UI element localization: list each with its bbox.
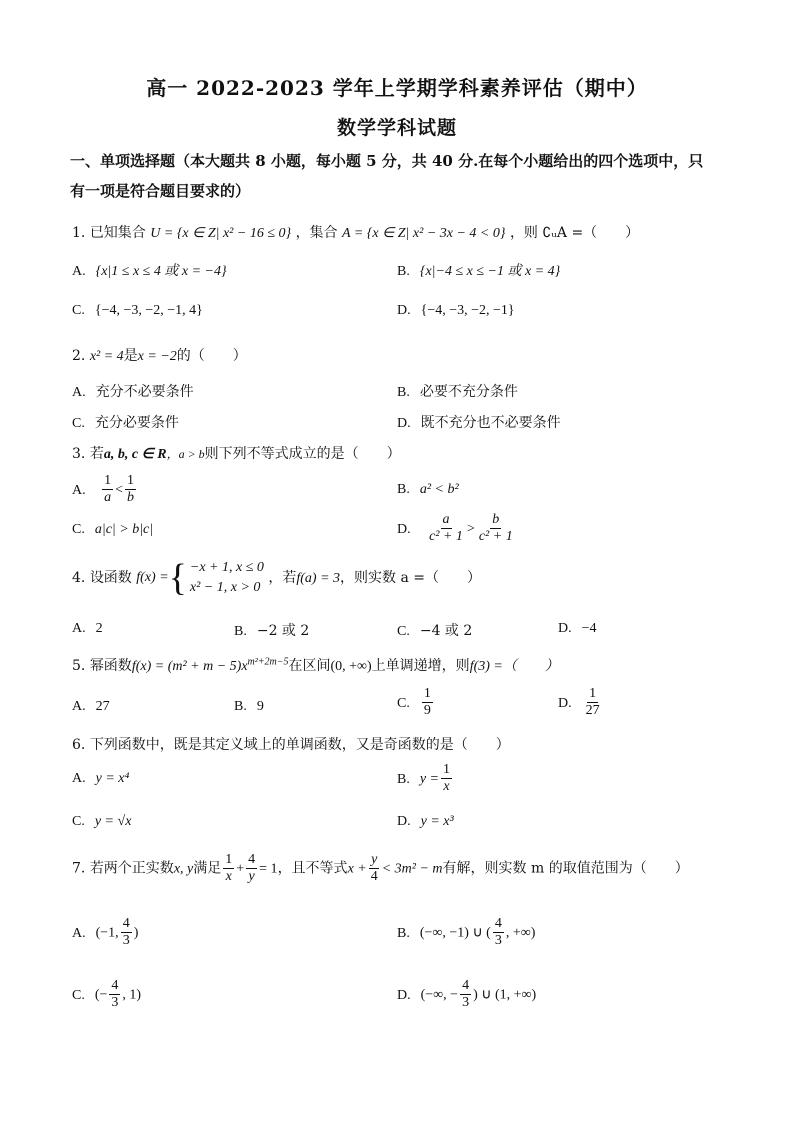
stem-text: ，集合	[295, 225, 338, 241]
case-2: x² − 1, x > 0	[189, 580, 261, 595]
stem-math: f(3) =（ ）	[469, 659, 559, 674]
denominator: 3	[122, 933, 130, 948]
numerator: 1	[423, 686, 431, 701]
option-label: C.	[397, 695, 410, 711]
option-label: A.	[72, 771, 86, 786]
stem-text: ，且不等式	[277, 860, 348, 877]
question-6-option-c[interactable]	[72, 813, 131, 830]
fraction	[102, 473, 113, 506]
stem-math: (0, +∞)	[330, 659, 372, 674]
option-text: (−∞, −1) ∪ (	[419, 925, 491, 941]
stem-text: ，若	[268, 570, 297, 586]
stem-math: f(x) = (m² + m − 5)x	[131, 659, 248, 674]
left-brace: {	[168, 557, 187, 599]
question-5-option-a[interactable]	[72, 698, 110, 715]
numerator: b	[492, 512, 500, 527]
question-2-option-b[interactable]	[397, 381, 518, 401]
option-text: 9	[256, 699, 264, 714]
option-text: {−4, −3, −2, −1, 4}	[94, 303, 203, 318]
section-heading-line-2: 有一项是符合题目要求的）	[70, 182, 251, 200]
option-text: −2 或 2	[256, 623, 310, 639]
option-label: C.	[72, 416, 85, 431]
piecewise-function	[136, 558, 264, 598]
option-label: A.	[72, 385, 86, 400]
numerator: 4	[111, 978, 119, 993]
option-label: B.	[397, 482, 410, 497]
option-label: B.	[397, 264, 410, 279]
option-text: ) ∪ (1, +∞)	[473, 987, 537, 1003]
fraction	[369, 852, 380, 885]
set-u: U = {x ∈ Z| x² − 16 ≤ 0}	[150, 226, 292, 241]
question-3-option-c[interactable]	[72, 521, 153, 538]
exam-title: 高一 2022-2023 学年上学期学科素养评估（期中）	[146, 76, 648, 100]
stem-text: 设函数	[89, 570, 132, 586]
option-text: , 1)	[122, 987, 142, 1003]
option-text: , +∞)	[505, 925, 536, 941]
case-1: −x + 1, x ≤ 0	[189, 560, 264, 575]
stem-text: 幂函数	[89, 658, 132, 674]
denominator: b	[126, 490, 134, 505]
question-4-option-b[interactable]	[234, 620, 309, 640]
set-a: A = {x ∈ Z| x² − 3x − 4 < 0}	[342, 226, 506, 241]
option-label: B.	[397, 925, 410, 941]
question-7-option-b[interactable]	[397, 916, 535, 949]
option-text: 既不充分也不必要条件	[420, 415, 561, 431]
numerator: 1	[126, 473, 134, 488]
denominator: c² + 1	[429, 529, 463, 544]
question-3-stem	[72, 443, 401, 463]
numerator: 4	[494, 916, 502, 931]
numerator: 1	[225, 852, 233, 867]
question-6-stem	[72, 734, 510, 754]
stem-text: 的（ ）	[176, 348, 247, 364]
stem-text: 若两个正实数	[89, 860, 174, 877]
option-text: 2	[95, 621, 103, 636]
option-text: {x|−4 ≤ x ≤ −1 或 x = 4}	[419, 264, 561, 279]
operator: <	[115, 482, 123, 498]
question-6-option-a[interactable]	[72, 770, 129, 787]
option-label: C.	[72, 814, 85, 829]
question-4-stem	[72, 558, 481, 598]
option-text: (−	[94, 987, 108, 1003]
option-label: D.	[397, 416, 411, 431]
section-heading-line-1: 一、单项选择题（本大题共 8 小题，每小题 5 分，共 40 分.在每个小题给出的四个选项中，只	[70, 152, 704, 170]
option-label: C.	[72, 303, 85, 318]
question-number: 2.	[72, 348, 86, 364]
option-text: y = √x	[94, 814, 132, 829]
option-text: a|c| > b|c|	[94, 522, 154, 537]
fraction	[246, 852, 257, 885]
numerator: 1	[104, 473, 112, 488]
question-5-option-c[interactable]	[397, 686, 435, 719]
function-name: f(x) =	[136, 570, 169, 585]
option-label: A.	[72, 699, 86, 714]
stem-math: ，a > b	[166, 447, 205, 461]
question-1-option-c[interactable]	[72, 302, 203, 319]
question-2-stem	[72, 345, 247, 365]
question-number: 6.	[72, 737, 86, 753]
denominator: x	[225, 869, 232, 884]
fraction	[427, 512, 465, 545]
option-label: A.	[72, 621, 86, 636]
option-text: 27	[95, 699, 110, 714]
fraction	[584, 686, 602, 719]
option-label: B.	[397, 385, 410, 400]
numerator: 4	[248, 852, 256, 867]
question-3-option-d[interactable]	[397, 512, 517, 545]
exponent: m²+2m−5	[247, 656, 289, 668]
option-label: A.	[72, 264, 86, 279]
stem-text: 上单调递增，则	[371, 658, 470, 674]
stem-math: f(a) = 3	[296, 571, 341, 586]
option-label: D.	[397, 521, 411, 537]
fraction	[477, 512, 515, 545]
option-text: 必要不充分条件	[419, 384, 518, 400]
question-2-option-a[interactable]	[72, 381, 194, 401]
numerator: 4	[462, 978, 470, 993]
stem-text: 在区间	[288, 658, 331, 674]
fraction	[493, 916, 504, 949]
cases	[190, 558, 264, 598]
stem-math: x = −2	[137, 349, 177, 364]
denominator: a	[104, 490, 112, 505]
numerator: y	[371, 852, 378, 867]
option-text: y = x⁴	[95, 771, 130, 786]
question-5-option-d[interactable]	[558, 686, 604, 719]
numerator: 4	[122, 916, 130, 931]
numerator: a	[442, 512, 450, 527]
question-1-option-d[interactable]	[397, 302, 515, 319]
denominator: 3	[462, 995, 470, 1010]
question-7-stem	[72, 852, 689, 885]
stem-text: 是	[123, 348, 138, 364]
question-2-option-d[interactable]	[397, 412, 561, 432]
section-heading	[70, 146, 730, 206]
option-label: A.	[72, 925, 86, 941]
option-text: y =	[419, 771, 440, 787]
option-label: C.	[397, 624, 410, 639]
denominator: c² + 1	[478, 529, 513, 544]
numerator: 1	[443, 762, 451, 777]
operator: +	[236, 861, 245, 877]
fraction	[125, 473, 136, 506]
operator: >	[466, 521, 475, 537]
option-label: C.	[72, 522, 85, 537]
fraction	[441, 762, 452, 795]
stem-math: < 3m² − m	[381, 861, 443, 877]
question-3-option-a[interactable]	[72, 473, 138, 506]
stem-text: 下列函数中，既是其定义域上的单调函数，又是奇函数的是（ ）	[89, 737, 510, 753]
fraction	[223, 852, 234, 885]
exam-subtitle: 数学学科试题	[336, 117, 457, 139]
option-text: y = x³	[420, 814, 454, 829]
denominator: 3	[494, 933, 502, 948]
question-3-option-b[interactable]	[397, 481, 459, 498]
fraction	[422, 686, 433, 719]
option-label: B.	[397, 771, 410, 787]
question-7-option-a[interactable]	[72, 916, 138, 949]
question-4-option-c[interactable]	[397, 620, 472, 640]
question-1-option-b[interactable]	[397, 260, 560, 280]
question-2-option-c[interactable]	[72, 412, 179, 432]
stem-math: x, y	[173, 861, 194, 877]
question-6-option-b[interactable]	[397, 762, 454, 795]
option-label: D.	[558, 695, 572, 711]
denominator: y	[248, 869, 255, 884]
stem-text: 满足	[193, 860, 222, 877]
stem-math: x² = 4	[89, 349, 124, 364]
option-label: C.	[72, 987, 85, 1003]
option-text: −4 或 2	[419, 623, 473, 639]
stem-math: = 1	[259, 861, 278, 877]
option-label: D.	[397, 987, 411, 1003]
stem-text: ，则 ∁ᵤA =（ ）	[509, 225, 640, 241]
question-number: 3.	[72, 446, 86, 462]
option-text: {−4, −3, −2, −1}	[420, 303, 515, 318]
fraction	[121, 916, 132, 949]
denominator: 27	[585, 703, 600, 718]
question-1-stem	[72, 222, 639, 242]
option-text: −4	[581, 621, 597, 636]
option-label: D.	[558, 621, 572, 636]
question-number: 5.	[72, 658, 86, 674]
fraction	[109, 978, 120, 1011]
option-text: (−∞, −	[420, 987, 459, 1003]
question-1-option-a[interactable]	[72, 260, 227, 280]
question-number: 4.	[72, 570, 86, 586]
denominator: 9	[423, 703, 431, 718]
option-label: B.	[234, 699, 247, 714]
stem-text: ，则实数 a =（ ）	[340, 570, 482, 586]
stem-text: 若	[89, 446, 104, 462]
stem-text: 则下列不等式成立的是（ ）	[204, 446, 401, 462]
stem-text: 已知集合	[89, 225, 146, 241]
option-text: (−1,	[95, 925, 119, 941]
question-4-option-a[interactable]	[72, 620, 103, 637]
option-label: A.	[72, 482, 86, 498]
fraction	[460, 978, 471, 1011]
question-number: 1.	[72, 225, 86, 241]
question-7-option-c[interactable]	[72, 978, 141, 1011]
question-6-option-d[interactable]	[397, 813, 454, 830]
denominator: 4	[370, 869, 378, 884]
stem-text: 有解，则实数 m 的取值范围为（ ）	[442, 860, 689, 877]
option-label: D.	[397, 303, 411, 318]
numerator: 1	[589, 686, 597, 701]
question-number: 7.	[72, 860, 86, 877]
stem-math: a, b, c ∈ R	[103, 447, 167, 462]
denominator: 3	[111, 995, 119, 1010]
question-7-option-d[interactable]	[397, 978, 536, 1011]
option-label: D.	[397, 814, 411, 829]
question-5-option-b[interactable]	[234, 698, 264, 715]
question-5-stem	[72, 655, 559, 675]
stem-math: x +	[347, 861, 367, 877]
option-text: 充分必要条件	[94, 415, 179, 431]
option-text: a² < b²	[419, 482, 459, 497]
option-text: 充分不必要条件	[95, 384, 194, 400]
denominator: x	[443, 779, 450, 794]
option-text: {x|1 ≤ x ≤ 4 或 x = −4}	[95, 264, 227, 279]
question-4-option-d[interactable]	[558, 620, 597, 637]
option-text: )	[133, 925, 139, 941]
option-label: B.	[234, 624, 247, 639]
